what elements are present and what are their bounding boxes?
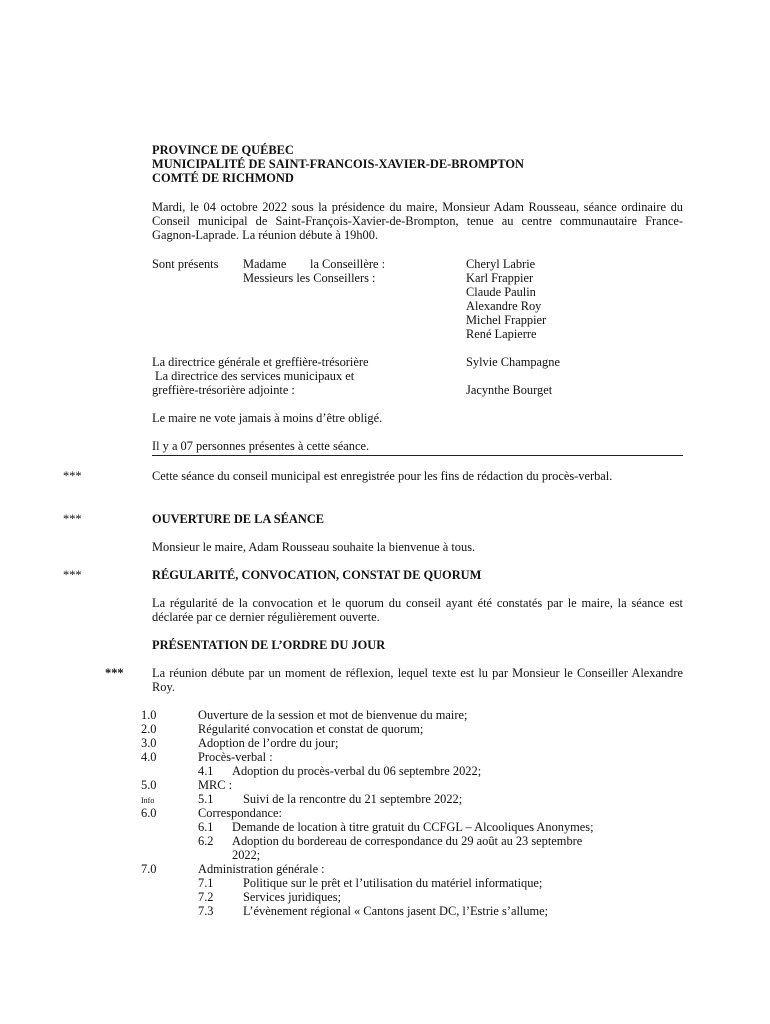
header-municipality: MUNICIPALITÉ DE SAINT-FRANCOIS-XAVIER-DE-BROMPTON [152, 157, 524, 171]
dsm-label-line1: La directrice des services municipaux et [155, 369, 355, 383]
dsm-label-line2: greffière-trésorière adjointe : [152, 383, 295, 397]
agenda-number: 4.0 [141, 750, 157, 764]
agenda-number: 2.0 [141, 722, 157, 736]
agenda-number: 3.0 [141, 736, 157, 750]
agenda-subitem: L’évènement régional « Cantons jasent DC, l’Estrie s’allume; [243, 904, 549, 918]
agenda-item: Adoption de l’ordre du jour; [198, 736, 339, 750]
agenda-number: 1.0 [141, 708, 157, 722]
section-marker: *** [63, 512, 82, 526]
info-tag: Info [141, 796, 155, 805]
agenda-subitem: Politique sur le prêt et l’utilisation du matériel informatique; [243, 876, 543, 890]
agenda-subitem-continued: 2022; [232, 848, 261, 862]
section-marker: *** [105, 666, 124, 680]
recording-paragraph: Cette séance du conseil municipal est enregistrée pour les fins de rédaction du procès-verbal. [152, 469, 613, 483]
dsm-name: Jacynthe Bourget [466, 383, 553, 397]
reflexion-paragraph: La réunion débute par un moment de réflexion, lequel texte est lu par Monsieur le Conseiller Alexandre Roy. [152, 666, 683, 694]
council-member-name: Claude Paulin [466, 285, 536, 299]
section-marker: *** [63, 469, 82, 483]
agenda-subnumber: 4.1 [198, 764, 214, 778]
agenda-item: MRC : [198, 778, 233, 792]
dg-name: Sylvie Champagne [466, 355, 560, 369]
council-member-name: Alexandre Roy [466, 299, 542, 313]
intro-paragraph: Mardi, le 04 octobre 2022 sous la présidence du maire, Monsieur Adam Rousseau, séance ordinaire du Conseil municipal de Saint-François-Xavier-de-Brompton, tenue au centre communautaire France-Gagnon-Laprade. La réunion débute à 19h00. [152, 200, 683, 242]
agenda-subitem: Adoption du procès-verbal du 06 septembre 2022; [232, 764, 482, 778]
regularite-title: RÉGULARITÉ, CONVOCATION, CONSTAT DE QUORUM [152, 568, 482, 582]
agenda-subitem: Suivi de la rencontre du 21 septembre 2022; [243, 792, 463, 806]
sont-presents-label: Sont présents [152, 257, 219, 271]
conseillere-label: la Conseillère : [310, 257, 386, 271]
agenda-number: 5.0 [141, 778, 157, 792]
agenda-number: 7.0 [141, 862, 157, 876]
agenda-subitem: Demande de location à titre gratuit du CCFGL – Alcooliques Anonymes; [232, 820, 594, 834]
vote-note: Le maire ne vote jamais à moins d’être obligé. [152, 411, 383, 425]
ordre-du-jour-title: PRÉSENTATION DE L’ORDRE DU JOUR [152, 638, 386, 652]
header-province: PROVINCE DE QUÉBEC [152, 143, 294, 157]
council-member-name: Karl Frappier [466, 271, 534, 285]
agenda-item: Correspondance: [198, 806, 282, 820]
attendance-note: Il y a 07 personnes présentes à cette séance. [152, 439, 370, 453]
agenda-subnumber: 5.1 [198, 792, 214, 806]
agenda-subnumber: 7.3 [198, 904, 214, 918]
header-county: COMTÉ DE RICHMOND [152, 171, 294, 185]
conseillers-label: Messieurs les Conseillers : [243, 271, 376, 285]
agenda-subnumber: 7.1 [198, 876, 214, 890]
agenda-subnumber: 7.2 [198, 890, 214, 904]
dg-label: La directrice générale et greffière-trésorière [152, 355, 369, 369]
agenda-subnumber: 6.2 [198, 834, 214, 848]
horizontal-rule [152, 455, 683, 456]
section-marker: *** [63, 568, 82, 582]
agenda-number: 6.0 [141, 806, 157, 820]
madame-label: Madame [243, 257, 287, 271]
agenda-subitem: Adoption du bordereau de correspondance du 29 août au 23 septembre [232, 834, 583, 848]
agenda-item: Administration générale : [198, 862, 325, 876]
agenda-subnumber: 6.1 [198, 820, 214, 834]
ouverture-title: OUVERTURE DE LA SÉANCE [152, 512, 325, 526]
ouverture-text: Monsieur le maire, Adam Rousseau souhaite la bienvenue à tous. [152, 540, 476, 554]
agenda-item: Ouverture de la session et mot de bienvenue du maire; [198, 708, 468, 722]
agenda-subitem: Services juridiques; [243, 890, 342, 904]
regularite-text: La régularité de la convocation et le quorum du conseil ayant été constatés par le maire, la séance est déclarée par ce dernier régulièrement ouverte. [152, 596, 683, 624]
council-member-name: Cheryl Labrie [466, 257, 536, 271]
agenda-item: Régularité convocation et constat de quorum; [198, 722, 424, 736]
agenda-item: Procès-verbal : [198, 750, 273, 764]
council-member-name: Michel Frappier [466, 313, 547, 327]
council-member-name: René Lapierre [466, 327, 537, 341]
